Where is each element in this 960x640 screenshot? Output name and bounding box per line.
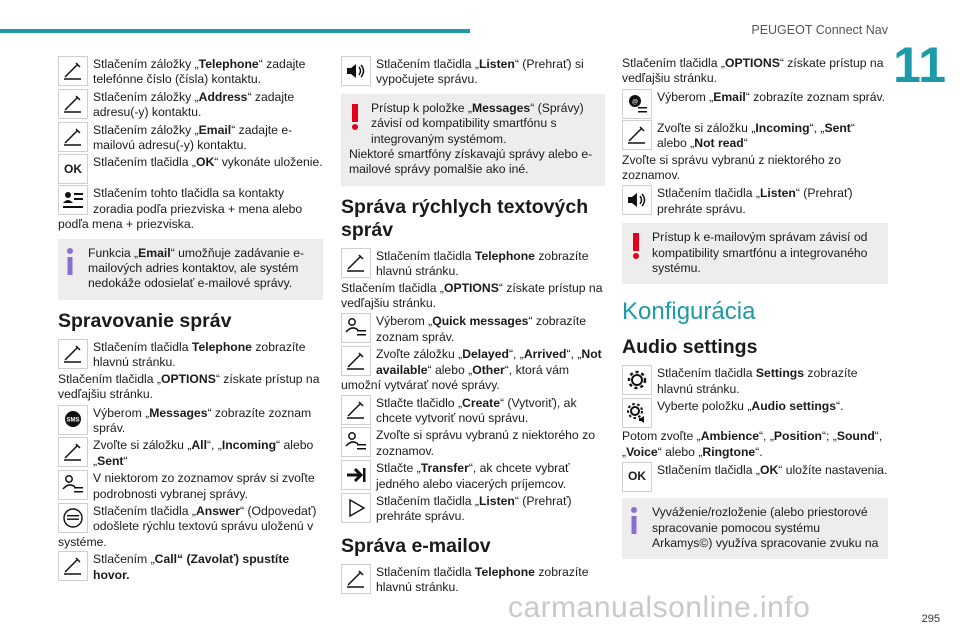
pencil-icon	[58, 437, 88, 467]
chapter-heading: Konfigurácia	[622, 298, 756, 326]
instruction-row: Stlačte tlačidlo „Create“ (Vytvoriť), ak chcete vytvoriť novú správu.	[341, 395, 605, 427]
instruction-row: Stlačením „Call“ (Zavolať) spustíte hovor.	[58, 551, 323, 583]
column-3	[622, 56, 888, 569]
paragraph: Potom zvoľte „Ambience“, „Position“; „Sound“, „Voice“ alebo „Ringtone“.	[622, 429, 883, 459]
pencil-icon	[58, 122, 88, 152]
pencil-icon	[341, 346, 371, 376]
page-number: 295	[921, 613, 940, 625]
column-2	[341, 56, 605, 597]
info-icon	[630, 506, 644, 536]
sms-icon	[58, 405, 88, 435]
instruction-row: Zvoľte si správu vybranú z niektorého zo zoznamov.	[341, 427, 605, 459]
paragraph: Zvoľte si správu vybranú z niektorého zo zoznamov.	[622, 152, 841, 183]
instruction-row: V niektorom zo zoznamov správ si zvoľte podrobnosti vybranej správy.	[58, 470, 323, 502]
instruction-row: Stlačením tlačidla Telephone zobrazíte hlavnú stránku.	[58, 339, 323, 371]
instruction-row: Výberom „Quick messages“ zobrazíte zoznam správ.	[341, 313, 605, 345]
section-heading: Správa e-mailov	[341, 534, 491, 557]
info-icon	[66, 247, 80, 277]
paragraph: Stlačením tlačidla „OPTIONS“ získate prístup na vedľajšiu stránku.	[341, 280, 603, 311]
ok-icon-label: OK	[628, 469, 646, 484]
header-accent-bar	[0, 29, 470, 33]
section-heading: Spravovanie správ	[58, 309, 232, 332]
pencil-icon	[622, 120, 652, 150]
person-list-icon	[58, 470, 88, 500]
instruction-row: Stlačením záložky „Email“ zadajte e-mailovú adresu(-y) kontaktu.	[58, 122, 323, 154]
play-icon	[341, 493, 371, 523]
contact-sort-icon	[58, 185, 88, 215]
instruction-row: Zvoľte si záložku „All“, „Incoming“ alebo „Sent“	[58, 437, 323, 469]
info-note: Funkcia „Email“ umožňuje zadávanie e-mailových adries kontaktov, ale systém nedokáže odosielať e-mailové správy.	[58, 239, 323, 300]
section-heading: Správa rýchlych textových správ	[341, 195, 589, 241]
instruction-row: Stlačením tohto tlačidla sa kontakty zoradia podľa priezviska + mena alebo podľa mena + priezviska.	[58, 186, 303, 232]
paragraph: Stlačením tlačidla „OPTIONS“ získate prístup na vedľajšiu stránku.	[622, 56, 884, 86]
watermark: carmanualsonline.info	[508, 591, 811, 624]
ok-icon	[622, 462, 652, 492]
header-title: PEUGEOT Connect Nav	[751, 23, 888, 37]
instruction-row: Stlačením tlačidla „Listen“ (Prehrať) prehráte správu.	[341, 493, 605, 525]
instruction-row: Stlačením záložky „Address“ zadajte adresu(-y) kontaktu.	[58, 89, 323, 121]
pen-icon	[341, 395, 371, 425]
person-list-icon	[341, 427, 371, 457]
instruction-row: Stlačením tlačidla Telephone zobrazíte hlavnú stránku.	[341, 564, 605, 596]
column-1	[58, 56, 323, 584]
email-list-icon	[622, 89, 652, 119]
ok-icon-label: OK	[64, 161, 82, 176]
warning-note: Prístup k položke „Messages“ (Správy) závisí od kompatibility smartfónu s integrovaným systémom. Niektoré smartfóny získavajú správy alebo e-mailové správy pomalšie ako iné.	[341, 94, 605, 186]
quick-message-icon	[341, 313, 371, 343]
paragraph: Stlačením tlačidla „OPTIONS“ získate prístup na vedľajšiu stránku.	[58, 371, 320, 402]
pencil-icon	[58, 551, 88, 581]
ok-icon	[58, 154, 88, 184]
instruction-row: Výberom „Messages“ zobrazíte zoznam správ.	[58, 405, 323, 437]
message-icon	[58, 503, 88, 533]
instruction-row: Stlačením tlačidla Telephone zobrazíte hlavnú stránku.	[341, 248, 605, 280]
instruction-row: OK Stlačením tlačidla „OK“ uložíte nastavenia.	[622, 462, 888, 492]
pencil-icon	[58, 339, 88, 369]
instruction-row: Stlačením tlačidla Settings zobrazíte hlavnú stránku.	[622, 365, 888, 397]
transfer-icon	[341, 460, 371, 490]
instruction-row: Vyberte položku „Audio settings“.	[622, 398, 888, 428]
instruction-row: OK Stlačením tlačidla „OK“ vykonáte uloženie.	[58, 154, 323, 184]
instruction-row: Výberom „Email“ zobrazíte zoznam správ.	[622, 89, 888, 119]
info-note: Vyváženie/rozloženie (alebo priestorové spracovanie pomocou systému Arkamys©) využíva spracovanie zvuku na	[622, 498, 888, 559]
warning-icon	[349, 102, 363, 132]
pencil-icon	[341, 564, 371, 594]
instruction-row: Zvoľte záložku „Delayed“, „Arrived“, „Not available“ alebo „Other“, ktorá vám umožní vytvárať nové správy.	[341, 347, 602, 393]
section-heading: Audio settings	[622, 336, 758, 359]
instruction-row: Stlačte „Transfer“, ak chcete vybrať jedného alebo viacerých príjemcov.	[341, 460, 605, 492]
pencil-icon	[58, 56, 88, 86]
warning-note: Prístup k e-mailovým správam závisí od kompatibility smartfónu a integrovaného systému.	[622, 223, 888, 284]
instruction-row: Stlačením záložky „Telephone“ zadajte telefónne číslo (čísla) kontaktu.	[58, 56, 323, 88]
speaker-icon	[622, 185, 652, 215]
gear-icon	[622, 365, 652, 395]
instruction-row: Stlačením tlačidla „Listen“ (Prehrať) prehráte správu.	[622, 185, 888, 217]
speaker-icon	[341, 56, 371, 86]
warning-icon	[630, 231, 644, 261]
instruction-row: Stlačením tlačidla „Answer“ (Odpovedať) odošlete rýchlu textovú správu uloženú v systéme.	[58, 503, 317, 549]
pencil-icon	[58, 89, 88, 119]
pencil-icon	[341, 248, 371, 278]
chapter-number: 11	[893, 37, 946, 93]
instruction-row: Zvoľte si záložku „Incoming“, „Sent“ alebo „Not read“	[622, 120, 888, 152]
audio-settings-icon	[622, 398, 652, 428]
instruction-row: Stlačením tlačidla „Listen“ (Prehrať) si vypočujete správu.	[341, 56, 605, 88]
